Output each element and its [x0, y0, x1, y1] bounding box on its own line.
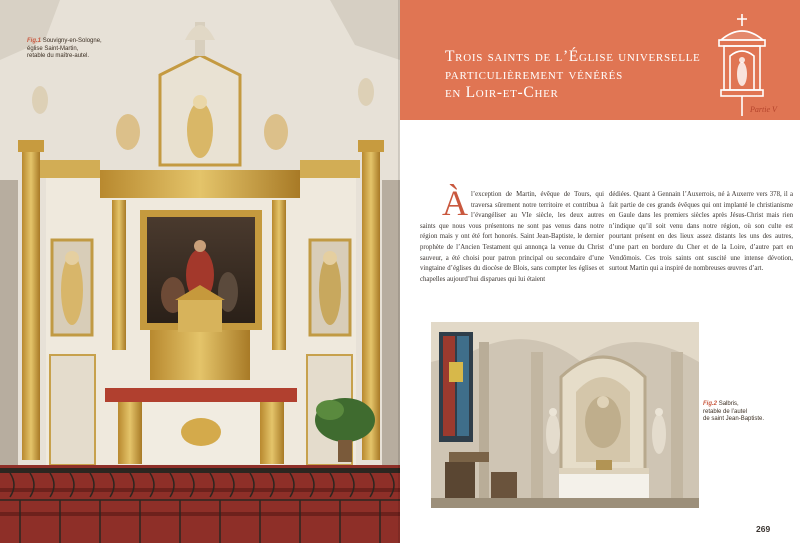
figure-1-number: Fig.1 [27, 38, 42, 44]
figure-2-caption [703, 401, 788, 424]
right-page [400, 0, 800, 543]
chapter-title-line: particulièrement vénérés [445, 66, 623, 83]
article-text-1: l’exception de Martin, évêque de Tours, qui traversa sûrement notre territoire et contribua à l’évangéliser au VIe siècle, les deux autres saints que nous vous présentons ne sont pas venus dans notre région mais y ont été fort honorés. Saint Jean-Baptiste, le dernier prophète de l’Ancien Testament qui annonça la venue du Christ sauveur, a été choisi pour patron principal ou secondaire d’une vingtaine d’églises du diocèse de Blois, sans compter les églises et chapelles aujourd’hui disparues qui lui étaient [420, 191, 604, 283]
article-text-2: dédiées. Quant à Gennain l’Auxerrois, né à Auxerre vers 378, il a fait partie de ces grands évêques qui ont implanté le christianisme en Gaule dans les premiers siècles après Jésus-Christ mais rien n’indique qu’il soit venu dans notre région, où son culte est pourtant présent en des lieux assez distants les uns des autres, d’une part en bordure du Cher et de la Loire, d’autre part en Vendômois. Ces trois saints ont suscité une intense dévotion, surtout Martin qui a inspiré de nombreuses œuvres d’art. [609, 191, 793, 273]
figure-2-caption-line: Salbris, [718, 401, 739, 407]
chapter-banner [400, 0, 800, 120]
salbris-chapel-photograph [431, 322, 699, 508]
figure-1-caption-line: retable du maître-autel. [27, 53, 90, 60]
figure-2-caption-line: de saint Jean-Baptiste. [703, 416, 765, 423]
figure-2-number: Fig.2 [703, 401, 718, 407]
figure-1-caption [27, 38, 122, 61]
article-column-1 [420, 183, 604, 285]
chapter-title [445, 48, 715, 102]
chapter-title-line: en Loir-et-Cher [445, 84, 559, 101]
figure-2-caption-line: retable de l’autel [703, 408, 748, 415]
figure-1-caption-line: église Saint-Martin, [27, 45, 79, 52]
page-number: 269 [756, 524, 771, 534]
part-label: Partie V [750, 105, 777, 114]
chapel-shrine-icon [713, 12, 771, 116]
chapter-title-line: Trois saints de l’Église universelle [445, 48, 701, 65]
drop-cap: À [442, 183, 468, 223]
figure-1-caption-line: Souvigny-en-Sologne, [42, 38, 102, 44]
article-column-2 [609, 190, 793, 275]
